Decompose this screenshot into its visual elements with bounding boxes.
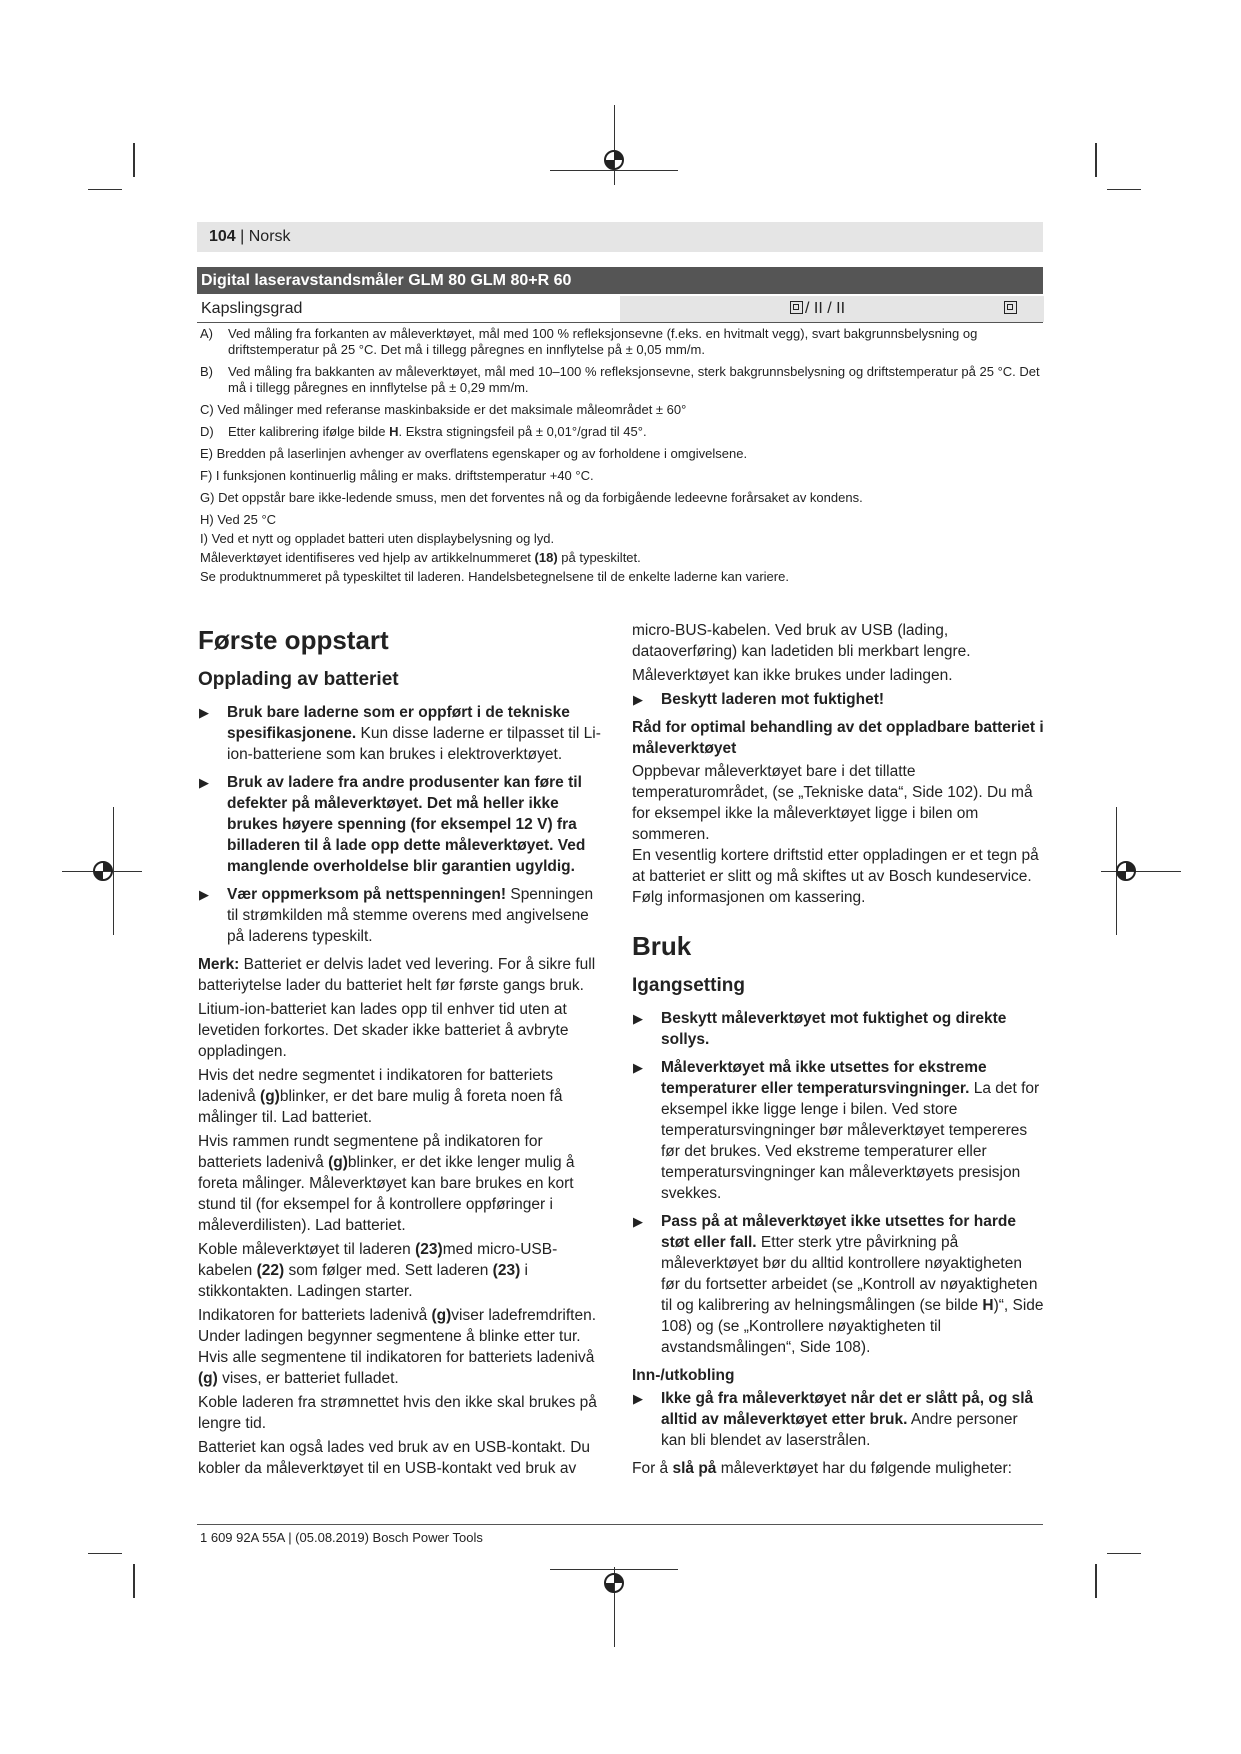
left-column [198, 624, 608, 1482]
paragraph: Merk: Batteriet er delvis ladet ved levering. For å sikre full batteriytelse lader du batteriet helt før første gangs bruk. [198, 956, 596, 994]
warning-bullet: ▶ Ikke gå fra måleverktøyet når det er slått på, og slå alltid av måleverktøyet etter bruk. Andre personer kan bli blendet av laserstrålen. [633, 1390, 1034, 1449]
heading-first-startup: Første oppstart [198, 625, 389, 655]
registration-mark-icon [601, 1570, 627, 1596]
arrow-bullet-icon: ▶ [199, 775, 209, 790]
arrow-bullet-icon: ▶ [633, 1060, 643, 1075]
crop-mark [133, 143, 135, 177]
registration-mark-icon [90, 858, 116, 884]
paragraph: Hvis rammen rundt segmentene på indikatoren for batteriets ladenivå (g)blinker, er det ikke lenger mulig å foreta målinger. Måleverktøyet kan bare brukes en kort stund til (for eksempel for å kontrollere oppføringer i måleverdilisten). Lad batteriet. [198, 1133, 575, 1234]
warning-bullet: ▶ Pass på at måleverktøyet ikke utsettes for harde støt eller fall. Etter sterk ytre påvirkning på måleverktøyet bør du alltid kontrollere nøyaktigheten før du fortsetter arbeidet (se „Kontroll av nøyaktigheten til og kalibrering av helningsmålingen (se bilde H)“, Side 108) og (se „Kontrollere nøyaktigheten til avstandsmålingen“, Side 108). [633, 1213, 1044, 1356]
arrow-bullet-icon: ▶ [199, 887, 209, 902]
arrow-bullet-icon: ▶ [199, 705, 209, 720]
footnote: G) Det oppstår bare ikke-ledende smuss, men det forventes nå og da forbigående ledeevne forårsaket av kondens. [200, 490, 863, 505]
crop-mark [88, 1553, 122, 1554]
registration-mark-icon [601, 147, 627, 173]
paragraph: Koble laderen fra strømnettet hvis den ikke skal brukes på lengre tid. [198, 1394, 597, 1432]
advice-heading: Råd for optimal behandling av det oppladbare batteriet i måleverktøyet [632, 719, 1044, 757]
right-column [632, 620, 1044, 1482]
page-number: 104 [209, 228, 236, 245]
arrow-bullet-icon: ▶ [633, 1391, 643, 1406]
spec-value-cell [620, 296, 1044, 322]
footnotes [200, 326, 1045, 591]
footnote: A) Ved måling fra forkanten av måleverktøyet, mål med 100 % refleksjonsevne (f.eks. en hvitmalt vegg), svart bakgrunnsbelysning og driftstemperatur på 25 °C. Det må i tillegg påregnes en innflytelse på ± 0,05 mm/m. [200, 326, 978, 357]
crop-mark [133, 1564, 135, 1598]
section-name: Norsk [248, 228, 291, 245]
paragraph: Batteriet kan også lades ved bruk av en USB-kontakt. Du kobler da måleverktøyet til en USB-kontakt ved bruk av [198, 1439, 591, 1477]
onoff-heading: Inn-/utkobling [632, 1367, 735, 1384]
warning-bullet: ▶ Bruk bare laderne som er oppført i de tekniske spesifikasjonene. Kun disse laderne er tilpasset til Li-ion-batteriene som kan brukes i elektroverktøyet. [199, 704, 601, 763]
page-header: 104 | Norsk [197, 222, 1043, 252]
charger-note: Se produktnummeret på typeskiltet til laderen. Handelsbetegnelsene til de enkelte laderne kan variere. [200, 569, 789, 584]
footnote: B) Ved måling fra bakkanten av måleverktøyet, mål med 10–100 % refleksjonsevne, sterk bakgrunnsbelysning og driftstemperatur på 25 °C. Det må i tillegg påregnes en innflytelse på ± 0,29 mm/m. [200, 364, 1040, 395]
paragraph: Litium-ion-batteriet kan lades opp til enhver tid uten at levetiden forkortes. Det skader ikke batteriet å avbryte oppladingen. [198, 1001, 569, 1060]
warning-bullet: ▶ Beskytt måleverktøyet mot fuktighet og direkte sollys. [633, 1010, 1007, 1048]
protection-class-ii-icon [1004, 301, 1017, 314]
crop-mark [1095, 143, 1097, 177]
paragraph: micro-BUS-kabelen. Ved bruk av USB (lading, dataoverføring) kan ladetiden bli merkbart lengre. [632, 622, 971, 660]
identification-note: Måleverktøyet identifiseres ved hjelp av artikkelnummeret (18) på typeskiltet. [200, 550, 641, 565]
crop-mark [1107, 189, 1141, 190]
warning-bullet: ▶ Måleverktøyet må ikke utsettes for ekstreme temperaturer eller temperatursvingninger. La det for eksempel ikke ligge lenge i bilen. Ved store temperatursvingninger bør måleverktøyet tempereres før det brukes. Ved ekstreme temperaturer eller temperatursvingninger kan måleverktøyets presisjon svekkes. [633, 1059, 1040, 1202]
crop-mark [88, 189, 122, 190]
warning-bullet: ▶ Bruk av ladere fra andre produsenter kan føre til defekter på måleverktøyet. Det må heller ikke brukes høyere spenning (for eksempel 12 V) fra billaderen til å lade opp dette måleverktøyet. Ved manglende overholdelse blir garantien ugyldig. [199, 774, 586, 875]
spec-value: / II / II [790, 296, 845, 322]
footnote: F) I funksjonen kontinuerlig måling er maks. driftstemperatur +40 °C. [200, 468, 594, 483]
spec-table-row [197, 296, 1043, 323]
subheading-charging: Opplading av batteriet [198, 669, 399, 690]
spec-value-2 [1004, 296, 1019, 322]
warning-bullet: ▶ Beskytt laderen mot fuktighet! [633, 691, 885, 708]
paragraph: Hvis det nedre segmentet i indikatoren for batteriets ladenivå (g)blinker, er det bare mulig å foreta noen få målinger til. Lad batteriet. [198, 1067, 563, 1126]
footer-divider [197, 1524, 1043, 1525]
arrow-bullet-icon: ▶ [633, 1011, 643, 1026]
protection-class-ii-icon [790, 301, 803, 314]
warning-bullet: ▶ Vær oppmerksom på nettspenningen! Spenningen til strømkilden må stemme overens med angivelsene på laderens typeskilt. [199, 886, 594, 945]
arrow-bullet-icon: ▶ [633, 692, 643, 707]
footnote: E) Bredden på laserlinjen avhenger av overflatens egenskaper og av forholdene i omgivelsene. [200, 446, 748, 461]
paragraph: Koble måleverktøyet til laderen (23)med micro-USB-kabelen (22) som følger med. Sett laderen (23) i stikkontakten. Ladingen starter. [198, 1241, 558, 1300]
footnote: D) Etter kalibrering ifølge bilde H. Ekstra stigningsfeil på ± 0,01°/grad til 45°. [200, 424, 647, 439]
crop-mark [1095, 1564, 1097, 1598]
registration-mark-icon [1113, 858, 1139, 884]
paragraph: En vesentlig kortere driftstid etter oppladingen er et tegn på at batteriet er slitt og må skiftes ut av Bosch kundeservice. Følg informasjonen om kassering. [632, 847, 1039, 906]
arrow-bullet-icon: ▶ [633, 1214, 643, 1229]
crop-mark [1107, 1553, 1141, 1554]
footnote: H) Ved 25 °C [200, 512, 277, 527]
crop-mark [614, 105, 615, 185]
heading-use: Bruk [632, 931, 692, 961]
spec-label: Kapslingsgrad [201, 300, 303, 317]
paragraph: Måleverktøyet kan ikke brukes under ladingen. [632, 667, 953, 684]
page-footer: 1 609 92A 55A | (05.08.2019) Bosch Power Tools [200, 1530, 483, 1545]
footnote: I) Ved et nytt og oppladet batteri uten displaybelysning og lyd. [200, 531, 555, 546]
paragraph: For å slå på måleverktøyet har du følgende muligheter: [632, 1460, 1012, 1477]
paragraph: Oppbevar måleverktøyet bare i det tillatte temperaturområdet, (se „Tekniske data“, Side 102). Du må for eksempel ikke la måleverktøyet ligge i bilen om sommeren. [632, 763, 1033, 843]
subheading-startup: Igangsetting [632, 975, 745, 996]
spec-table-title: Digital laseravstandsmåler GLM 80 GLM 80+R 60 [197, 267, 1043, 294]
paragraph: Indikatoren for batteriets ladenivå (g)viser ladefremdriften. Under ladingen begynner segmentene å blinke etter tur. Hvis alle segmentene til indikatoren for batteriets ladenivå (g) vises, er batteriet fulladet. [198, 1307, 597, 1387]
footnote: C) Ved målinger med referanse maskinbakside er det maksimale måleområdet ± 60° [200, 402, 687, 417]
